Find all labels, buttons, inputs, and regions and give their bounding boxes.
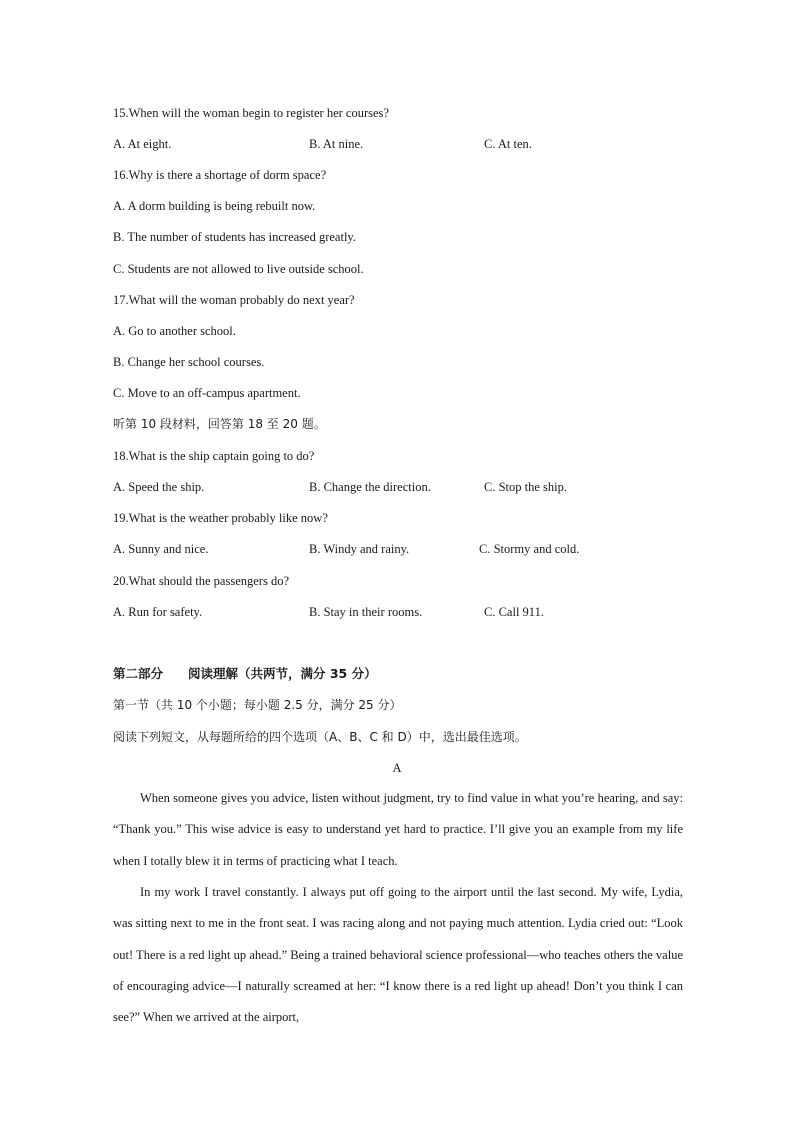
question-17-option-b: B. Change her school courses. bbox=[113, 355, 265, 369]
question-17-option-c: C. Move to an off-campus apartment. bbox=[113, 386, 301, 400]
question-15-option-c: C. At ten. bbox=[484, 137, 532, 151]
question-15-stem: 15.When will the woman begin to register her courses? bbox=[113, 106, 389, 120]
question-18-stem: 18.What is the ship captain going to do? bbox=[113, 449, 315, 463]
question-20-option-a: A. Run for safety. bbox=[113, 605, 203, 619]
question-19-option-c: C. Stormy and cold. bbox=[479, 542, 580, 556]
part2-title: 第二部分 阅读理解（共两节，满分 35 分） bbox=[113, 666, 377, 681]
question-20-option-b: B. Stay in their rooms. bbox=[309, 605, 423, 619]
question-15-option-a: A. At eight. bbox=[113, 137, 172, 151]
part2-section1-heading: 第一节（共 10 个小题；每小题 2.5 分，满分 25 分） bbox=[113, 698, 402, 712]
question-16-option-a: A. A dorm building is being rebuilt now. bbox=[113, 199, 316, 213]
passage-paragraph-2: In my work I travel constantly. I always put off going to the airport until the last second. My wife, Lydia, was sitting next to me in the front seat. I was racing along and not paying much attention. Lydia cried out: “Look out! There is a red light up ahead.” Being a trained behavioral science professional—who teaches others the value of encouraging advice—I naturally screamed at her: “I know there is a red light up ahead! Don’t you think I can see?” When we arrived at the airport, bbox=[113, 885, 683, 1025]
instruction-section-10: 听第 10 段材料，回答第 18 至 20 题。 bbox=[113, 417, 326, 431]
question-19-option-a: A. Sunny and nice. bbox=[113, 542, 209, 556]
question-18-option-b: B. Change the direction. bbox=[309, 480, 431, 494]
question-15-option-b: B. At nine. bbox=[309, 137, 364, 151]
question-18-option-c: C. Stop the ship. bbox=[484, 480, 567, 494]
question-16-stem: 16.Why is there a shortage of dorm space? bbox=[113, 168, 327, 182]
question-18-option-a: A. Speed the ship. bbox=[113, 480, 205, 494]
question-20-option-c: C. Call 911. bbox=[484, 605, 544, 619]
passage-label: A bbox=[392, 761, 402, 775]
question-19-option-b: B. Windy and rainy. bbox=[309, 542, 410, 556]
question-17-option-a: A. Go to another school. bbox=[113, 324, 236, 338]
question-20-stem: 20.What should the passengers do? bbox=[113, 574, 290, 588]
part2-directions: 阅读下列短文，从每题所给的四个选项（A、B、C 和 D）中，选出最佳选项。 bbox=[113, 730, 527, 744]
question-16-option-c: C. Students are not allowed to live outside school. bbox=[113, 262, 364, 276]
passage-paragraph-1: When someone gives you advice, listen without judgment, try to find value in what you’re hearing, and say: “Thank you.” This wise advice is easy to understand yet hard to practice. I’ll give you an example from my life when I totally blew it in terms of practicing what I teach. bbox=[113, 791, 683, 868]
question-19-stem: 19.What is the weather probably like now? bbox=[113, 511, 328, 525]
question-17-stem: 17.What will the woman probably do next year? bbox=[113, 293, 355, 307]
question-16-option-b: B. The number of students has increased greatly. bbox=[113, 230, 356, 244]
